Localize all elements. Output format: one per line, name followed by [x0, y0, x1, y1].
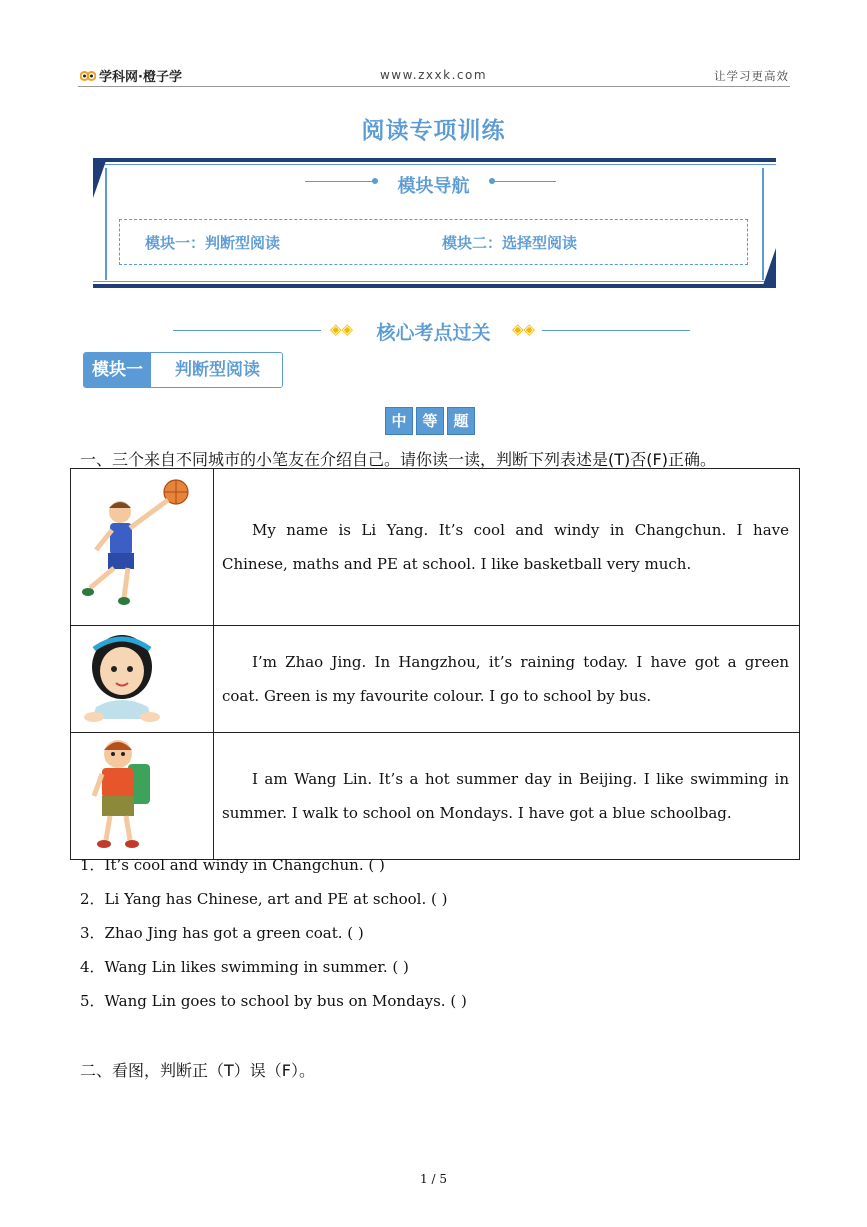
boy-schoolbag-illustration	[72, 734, 212, 854]
diamond-icon: ◈◈	[512, 320, 536, 338]
difficulty-badge	[385, 407, 475, 435]
table-row	[71, 469, 800, 626]
nav-title: 模块导航	[397, 176, 470, 197]
reading-table	[70, 468, 800, 860]
core-title-line-right	[542, 330, 690, 331]
header-divider	[78, 86, 790, 87]
header-url[interactable]: www.zxxk.com	[379, 68, 488, 82]
page-number: 1 / 5	[420, 1172, 447, 1186]
nav-title-line-right	[492, 181, 556, 182]
difficulty-char: 等	[416, 407, 444, 435]
question-item: 5．Wang Lin goes to school by bus on Mondays. ( )	[80, 992, 467, 1010]
header-slogan: 让学习更高效	[714, 69, 789, 83]
question-item: 2．Li Yang has Chinese, art and PE at school. ( )	[80, 890, 448, 908]
passage-text: My name is Li Yang. It’s cool and windy in Changchun. I have Chinese, maths and PE at school. I like basketball very much.	[222, 521, 789, 573]
page-title: 阅读专项训练	[361, 118, 506, 144]
passage-text: I am Wang Lin. It’s a hot summer day in Beijing. I like swimming in summer. I walk to school on Mondays. I have got a blue schoolbag.	[222, 770, 789, 822]
difficulty-char: 中	[385, 407, 413, 435]
diamond-icon: ◈◈	[330, 320, 354, 338]
section-tag	[83, 352, 283, 388]
question-item: 3．Zhao Jing has got a green coat. ( )	[80, 924, 364, 942]
passage-cell	[214, 626, 800, 733]
question2-prompt: 二、看图，判断正（T）误（F）。	[80, 1061, 315, 1080]
basketball-boy-illustration	[72, 470, 212, 620]
question1-prompt: 一、三个来自不同城市的小笔友在介绍自己。请你读一读，判断下列表述是(T)否(F)正确。	[80, 450, 716, 469]
question-item: 4．Wang Lin likes swimming in summer. ( )	[80, 958, 409, 976]
table-row	[71, 626, 800, 733]
section-tag-label: 模块一	[84, 353, 151, 387]
picture-cell	[71, 626, 214, 733]
picture-cell	[71, 469, 214, 626]
nav-link-module2[interactable]: 模块二：选择型阅读	[442, 234, 578, 252]
girl-headband-illustration	[72, 627, 212, 727]
core-title: 核心考点过关	[376, 322, 491, 344]
picture-cell	[71, 733, 214, 860]
nav-link-module1[interactable]: 模块一：判断型阅读	[145, 234, 281, 252]
passage-cell	[214, 469, 800, 626]
section-tag-name: 判断型阅读	[151, 353, 282, 387]
logo-text: 学科网·橙子学	[99, 70, 182, 85]
passage-cell	[214, 733, 800, 860]
passage-text: I’m Zhao Jing. In Hangzhou, it’s raining today. I have got a green coat. Green is my favourite colour. I go to school by bus.	[222, 653, 789, 705]
difficulty-char: 题	[447, 407, 475, 435]
table-row	[71, 733, 800, 860]
question-item: 1．It’s cool and windy in Changchun. ( )	[80, 856, 385, 874]
